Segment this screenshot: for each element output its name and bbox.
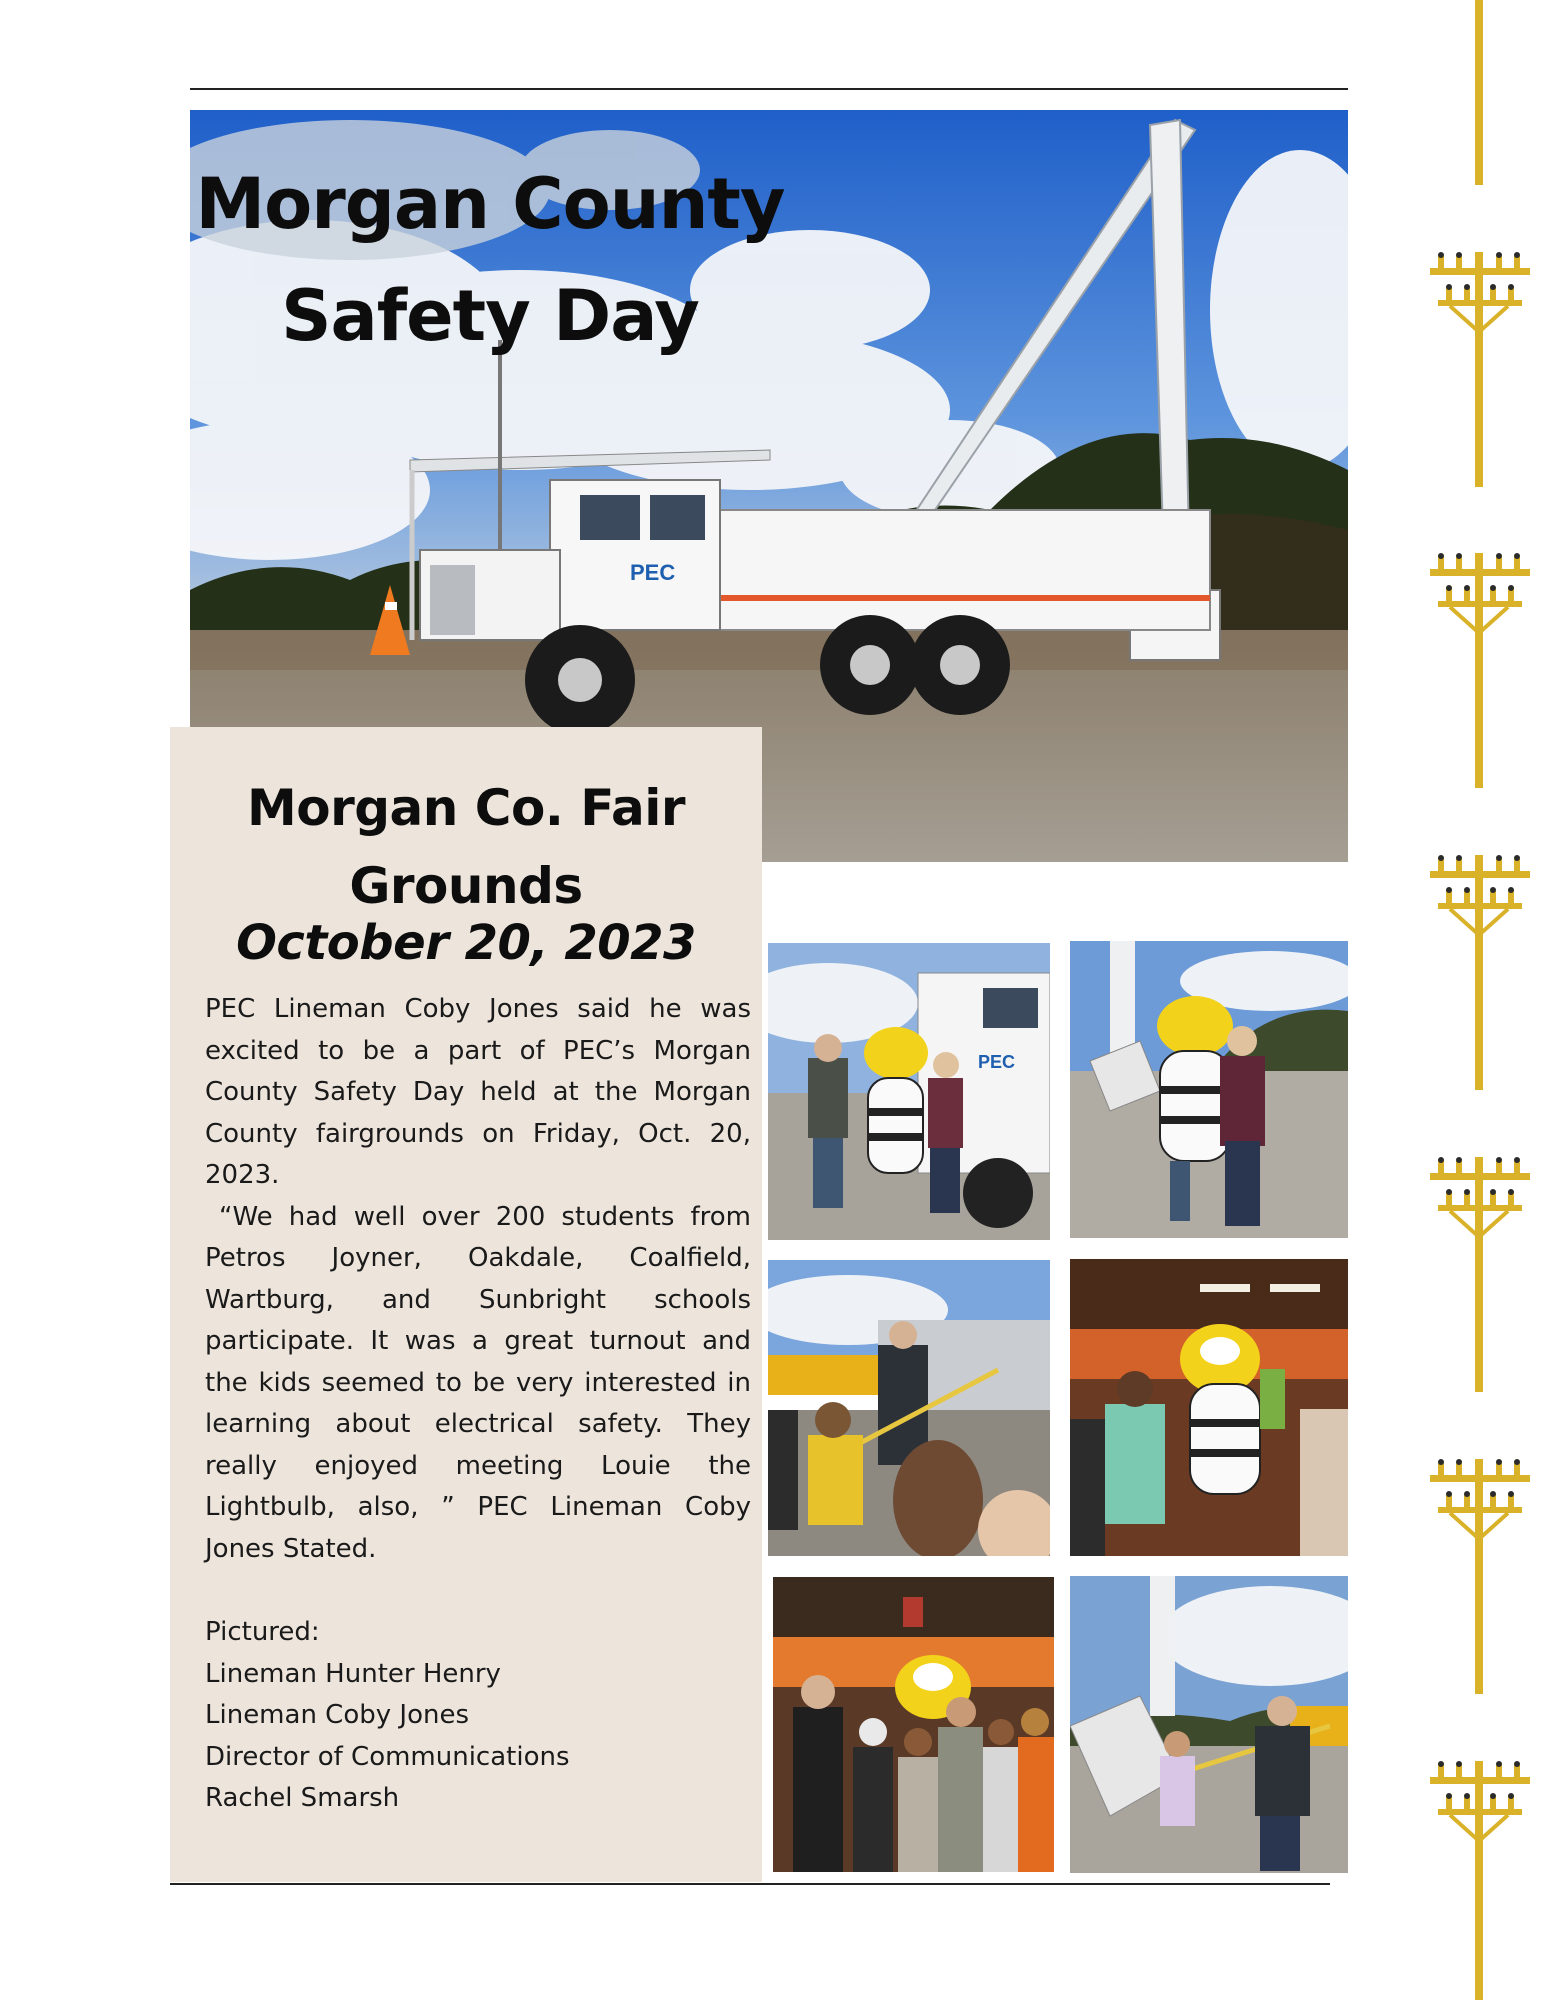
article-paragraph-1: PEC Lineman Coby Jones said he was excited to be a part of PEC’s Morgan County Safety Day held at the Morgan County fairgrounds on Friday, Oct. 20, 2023. [205, 994, 751, 1190]
photo-group-with-mascot [773, 1577, 1054, 1872]
pictured-item: Lineman Hunter Henry [205, 1658, 501, 1689]
truck-logo-text: PEC [978, 1052, 1016, 1072]
bottom-rule [170, 1883, 1330, 1885]
pictured-list [205, 1612, 751, 1820]
photo-mascot-with-director [1070, 941, 1348, 1238]
utility-pole-icon [1430, 1761, 1530, 2000]
photo-girl-with-hot-stick-lineman [1070, 1576, 1348, 1873]
utility-pole-icon [1430, 553, 1530, 788]
pictured-item: Lineman Coby Jones [205, 1700, 469, 1730]
title-line-2: Safety Day [281, 275, 699, 357]
utility-pole-border [1430, 0, 1545, 2000]
location-heading [180, 769, 752, 925]
page-title [190, 148, 790, 372]
utility-pole-icon [1430, 0, 1530, 185]
utility-pole-icon [1430, 1157, 1530, 1392]
pictured-item: Director of Communications [205, 1741, 570, 1772]
article-paragraph-2: “We had well over 200 students from Petros Joyner, Oakdale, Coalfield, Wartburg, and Sunbright schools participate. It was a great turnout and the kids seemed to be very interested in learning about electrical safety. They really enjoyed meeting Louie the Lightbulb, also, ” PEC Lineman Coby Jones Stated. [205, 1201, 751, 1564]
utility-pole-icon [1430, 252, 1530, 487]
article-panel [170, 727, 762, 1882]
article-body [205, 989, 751, 1570]
top-rule [190, 88, 1348, 90]
pictured-label: Pictured: [205, 1617, 320, 1647]
event-date: October 20, 2023 [236, 915, 696, 971]
pictured-item: Rachel Smarsh [205, 1783, 400, 1813]
utility-pole-icon [1430, 855, 1530, 1090]
utility-pole-icon [1430, 1459, 1530, 1694]
location-line-2: Grounds [349, 857, 583, 915]
truck-logo-text: PEC [630, 560, 676, 585]
location-line-1: Morgan Co. Fair [246, 779, 685, 837]
photo-kids-with-hot-stick [768, 1260, 1050, 1556]
photo-mascot-with-linemen-truck [768, 943, 1050, 1240]
photo-mascot-with-students-indoor [1070, 1259, 1348, 1556]
title-line-1: Morgan County [195, 163, 785, 245]
